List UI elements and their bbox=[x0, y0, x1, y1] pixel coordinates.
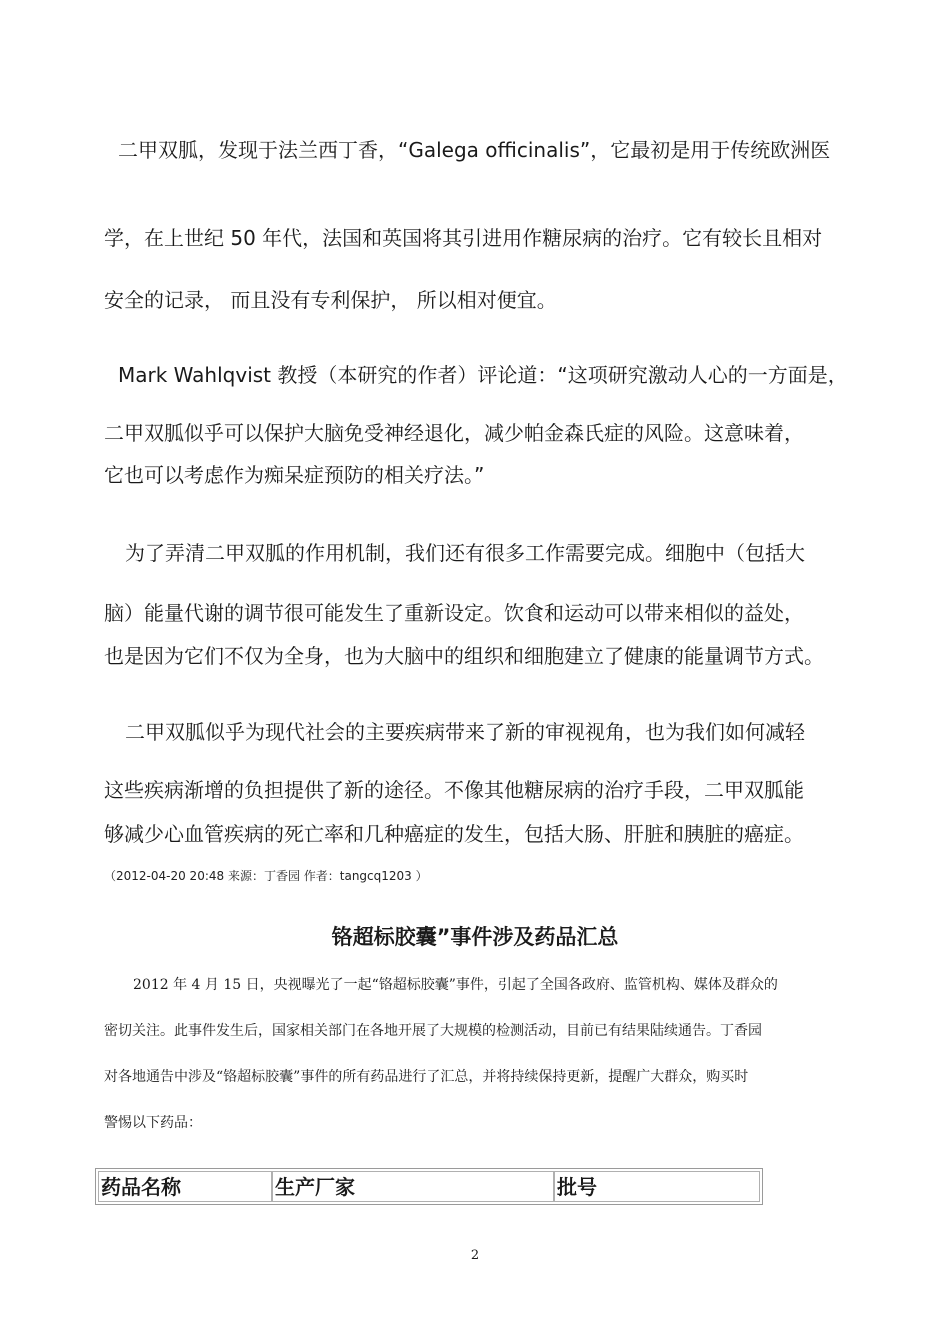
paragraph-4-line-1: 二甲双胍似乎为现代社会的主要疾病带来了新的审视视角，也为我们如何减轻 bbox=[125, 720, 805, 744]
paragraph-4-line-3: 够减少心血管疾病的死亡率和几种癌症的发生，包括大肠、肝脏和胰脏的癌症。 bbox=[104, 822, 804, 846]
paragraph-1-line-3: 安全的记录， 而且没有专利保护， 所以相对便宜。 bbox=[104, 288, 557, 312]
table-header-manufacturer: 生产厂家 bbox=[272, 1171, 554, 1202]
paragraph-3-line-2: 脑）能量代谢的调节很可能发生了重新设定。饮食和运动可以带来相似的益处， bbox=[104, 601, 804, 625]
article-source-meta: （2012-04-20 20:48 来源：丁香园 作者：tangcq1203 ） bbox=[104, 869, 428, 883]
paragraph-4-line-2: 这些疾病渐增的负担提供了新的途径。不像其他糖尿病的治疗手段，二甲双胍能 bbox=[104, 778, 804, 802]
drug-table-grid bbox=[98, 1171, 760, 1202]
drug-table bbox=[95, 1168, 763, 1205]
page-number: 2 bbox=[470, 1248, 480, 1263]
paragraph-3-line-1: 为了弄清二甲双胍的作用机制，我们还有很多工作需要完成。细胞中（包括大 bbox=[125, 541, 805, 565]
table-header-drug-name: 药品名称 bbox=[98, 1171, 272, 1202]
section-title: 铬超标胶囊”事件涉及药品汇总 bbox=[331, 925, 619, 949]
table-header-batch-number: 批号 bbox=[554, 1171, 760, 1202]
section-line-3: 对各地通告中涉及“铬超标胶囊”事件的所有药品进行了汇总，并将持续保持更新，提醒广大群众，购买时 bbox=[104, 1069, 749, 1085]
paragraph-1-line-1: 二甲双胍，发现于法兰西丁香，“Galega officinalis”，它最初是用于传统欧洲医 bbox=[118, 138, 831, 162]
section-line-1: 2012 年 4 月 15 日，央视曝光了一起“铬超标胶囊”事件，引起了全国各政府、监管机构、媒体及群众的 bbox=[133, 977, 778, 993]
paragraph-3-line-3: 也是因为它们不仅为全身，也为大脑中的组织和细胞建立了健康的能量调节方式。 bbox=[104, 644, 824, 668]
paragraph-2-line-2: 二甲双胍似乎可以保护大脑免受神经退化，减少帕金森氏症的风险。这意味着， bbox=[104, 421, 804, 445]
section-line-2: 密切关注。此事件发生后，国家相关部门在各地开展了大规模的检测活动，目前已有结果陆续通告。丁香园 bbox=[104, 1023, 762, 1039]
paragraph-2-line-3: 它也可以考虑作为痴呆症预防的相关疗法。” bbox=[104, 463, 485, 487]
paragraph-2-line-1: Mark Wahlqvist 教授（本研究的作者）评论道：“这项研究激动人心的一方面是， bbox=[118, 363, 848, 387]
paragraph-1-line-2: 学，在上世纪 50 年代，法国和英国将其引进用作糖尿病的治疗。它有较长且相对 bbox=[104, 226, 823, 250]
section-line-4: 警惕以下药品： bbox=[104, 1115, 202, 1131]
table-header-row bbox=[98, 1171, 760, 1202]
